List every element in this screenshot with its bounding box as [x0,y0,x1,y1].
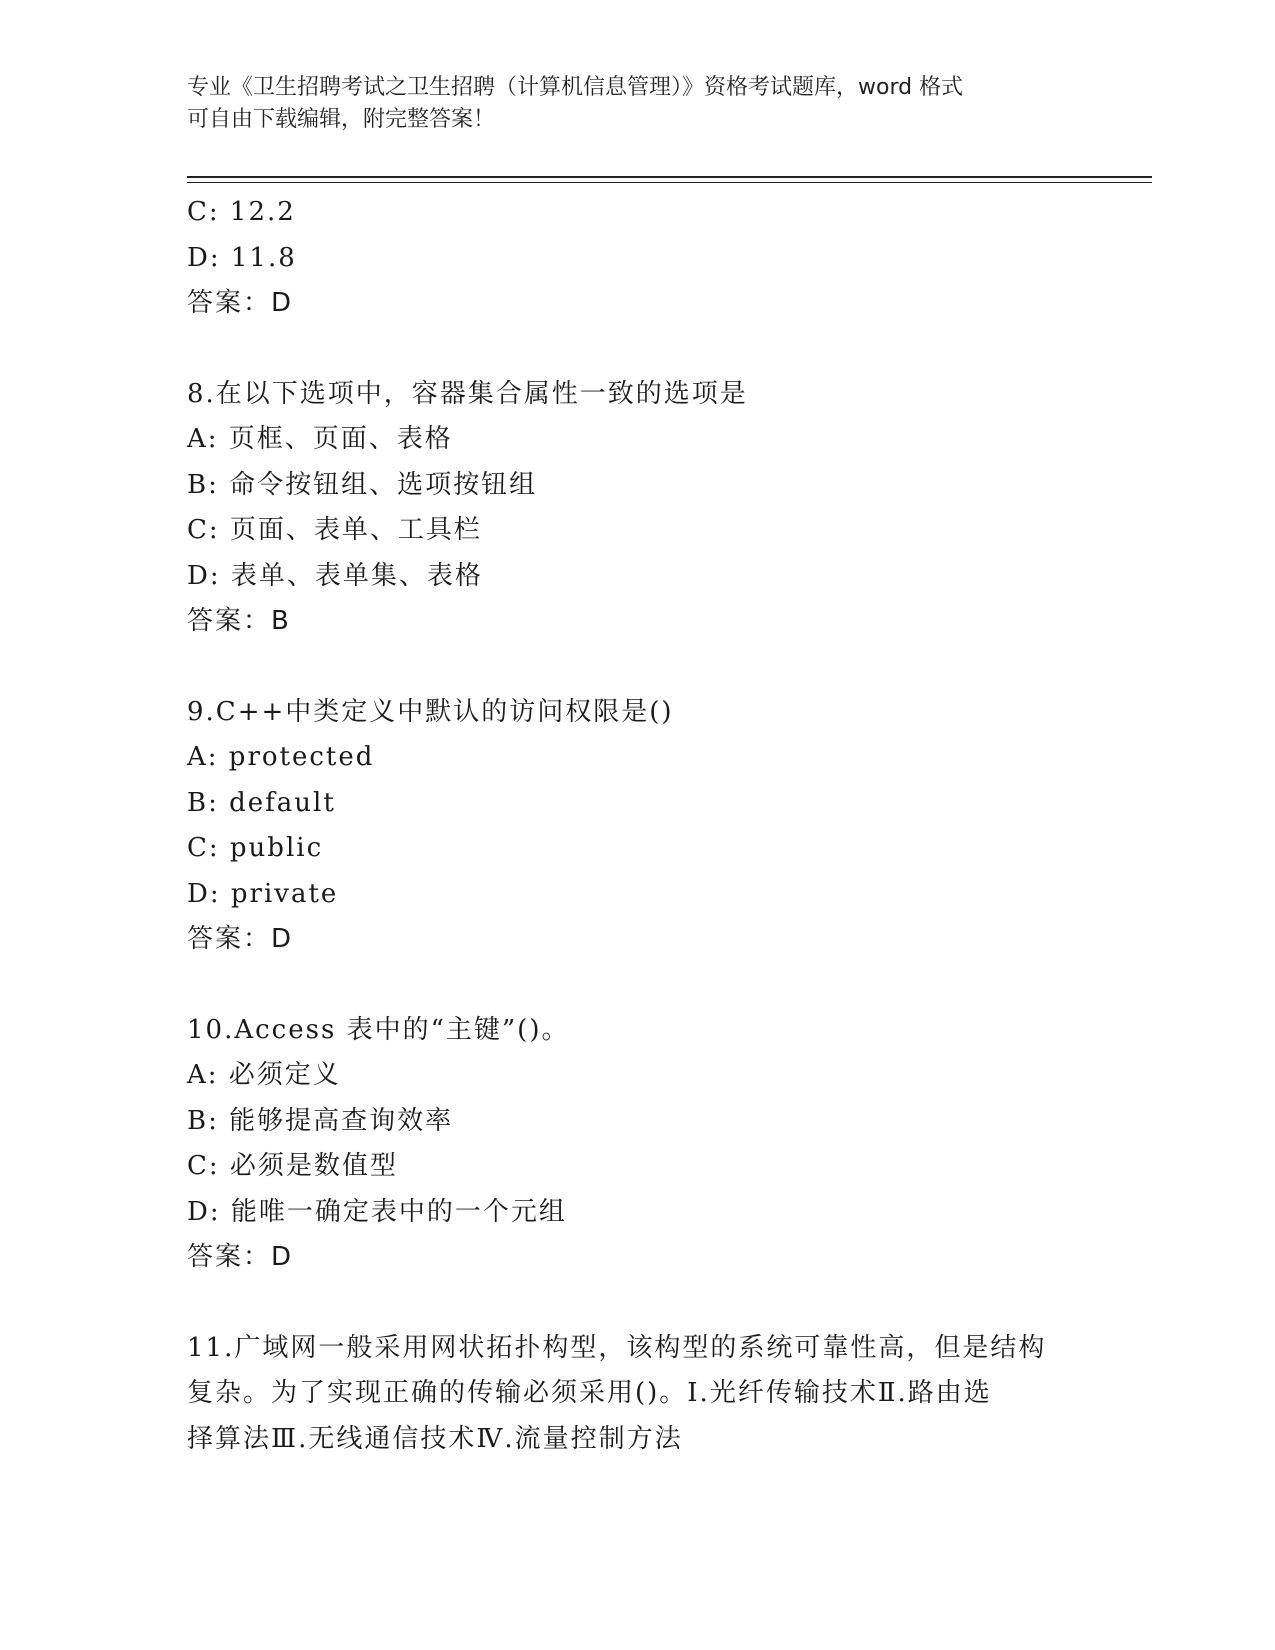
header-line-1: 专业《卫生招聘考试之卫生招聘（计算机信息管理）》资格考试题库，word 格式 [187,75,964,100]
option-a: A: protected [187,742,375,772]
question-text: 8.在以下选项中，容器集合属性一致的选项是 [187,378,748,409]
header-rule-thin [187,182,1152,183]
question-text: 9.C++中类定义中默认的访问权限是() [187,696,674,727]
answer-line: 答案：B [187,606,291,636]
question-text-line-1: 11.广域网一般采用网状拓扑构型，该构型的系统可靠性高，但是结构 [187,1332,1047,1363]
option-b: B: 能够提高查询效率 [187,1105,454,1136]
option-c: C: public [187,833,324,863]
header-line-2: 可自由下载编辑，附完整答案！ [187,107,496,132]
question-text: 10.Access 表中的“主键”()。 [187,1014,570,1045]
option-a: A: 页框、页面、表格 [187,424,453,454]
option-c: C: 必须是数值型 [187,1151,398,1181]
question-text-line-3: 择算法Ⅲ.无线通信技术Ⅳ.流量控制方法 [187,1423,683,1454]
answer-line: 答案：D [187,924,294,954]
header-rule-thick [187,176,1152,178]
option-d: D: 表单、表单集、表格 [187,560,483,591]
option-d: D: 11.8 [187,242,297,273]
option-c: C: 页面、表单、工具栏 [187,515,482,545]
question-block-9 [187,690,1087,963]
option-d: D: private [187,878,339,909]
answer-line: 答案：D [187,288,294,318]
option-b: B: default [187,787,336,818]
question-text-line-2: 复杂。为了实现正确的传输必须采用()。Ⅰ.光纤传输技术Ⅱ.路由选 [187,1378,992,1408]
option-b: B: 命令按钮组、选项按钮组 [187,469,538,500]
question-block-10 [187,1008,1087,1281]
question-list [187,190,1087,1462]
document-header [187,72,1087,136]
option-a: A: 必须定义 [187,1060,341,1090]
question-block-prev [187,190,1087,327]
option-d: D: 能唯一确定表中的一个元组 [187,1196,567,1227]
option-c: C: 12.2 [187,197,296,227]
question-block-8 [187,372,1087,645]
question-block-11 [187,1326,1087,1463]
answer-line: 答案：D [187,1242,294,1272]
